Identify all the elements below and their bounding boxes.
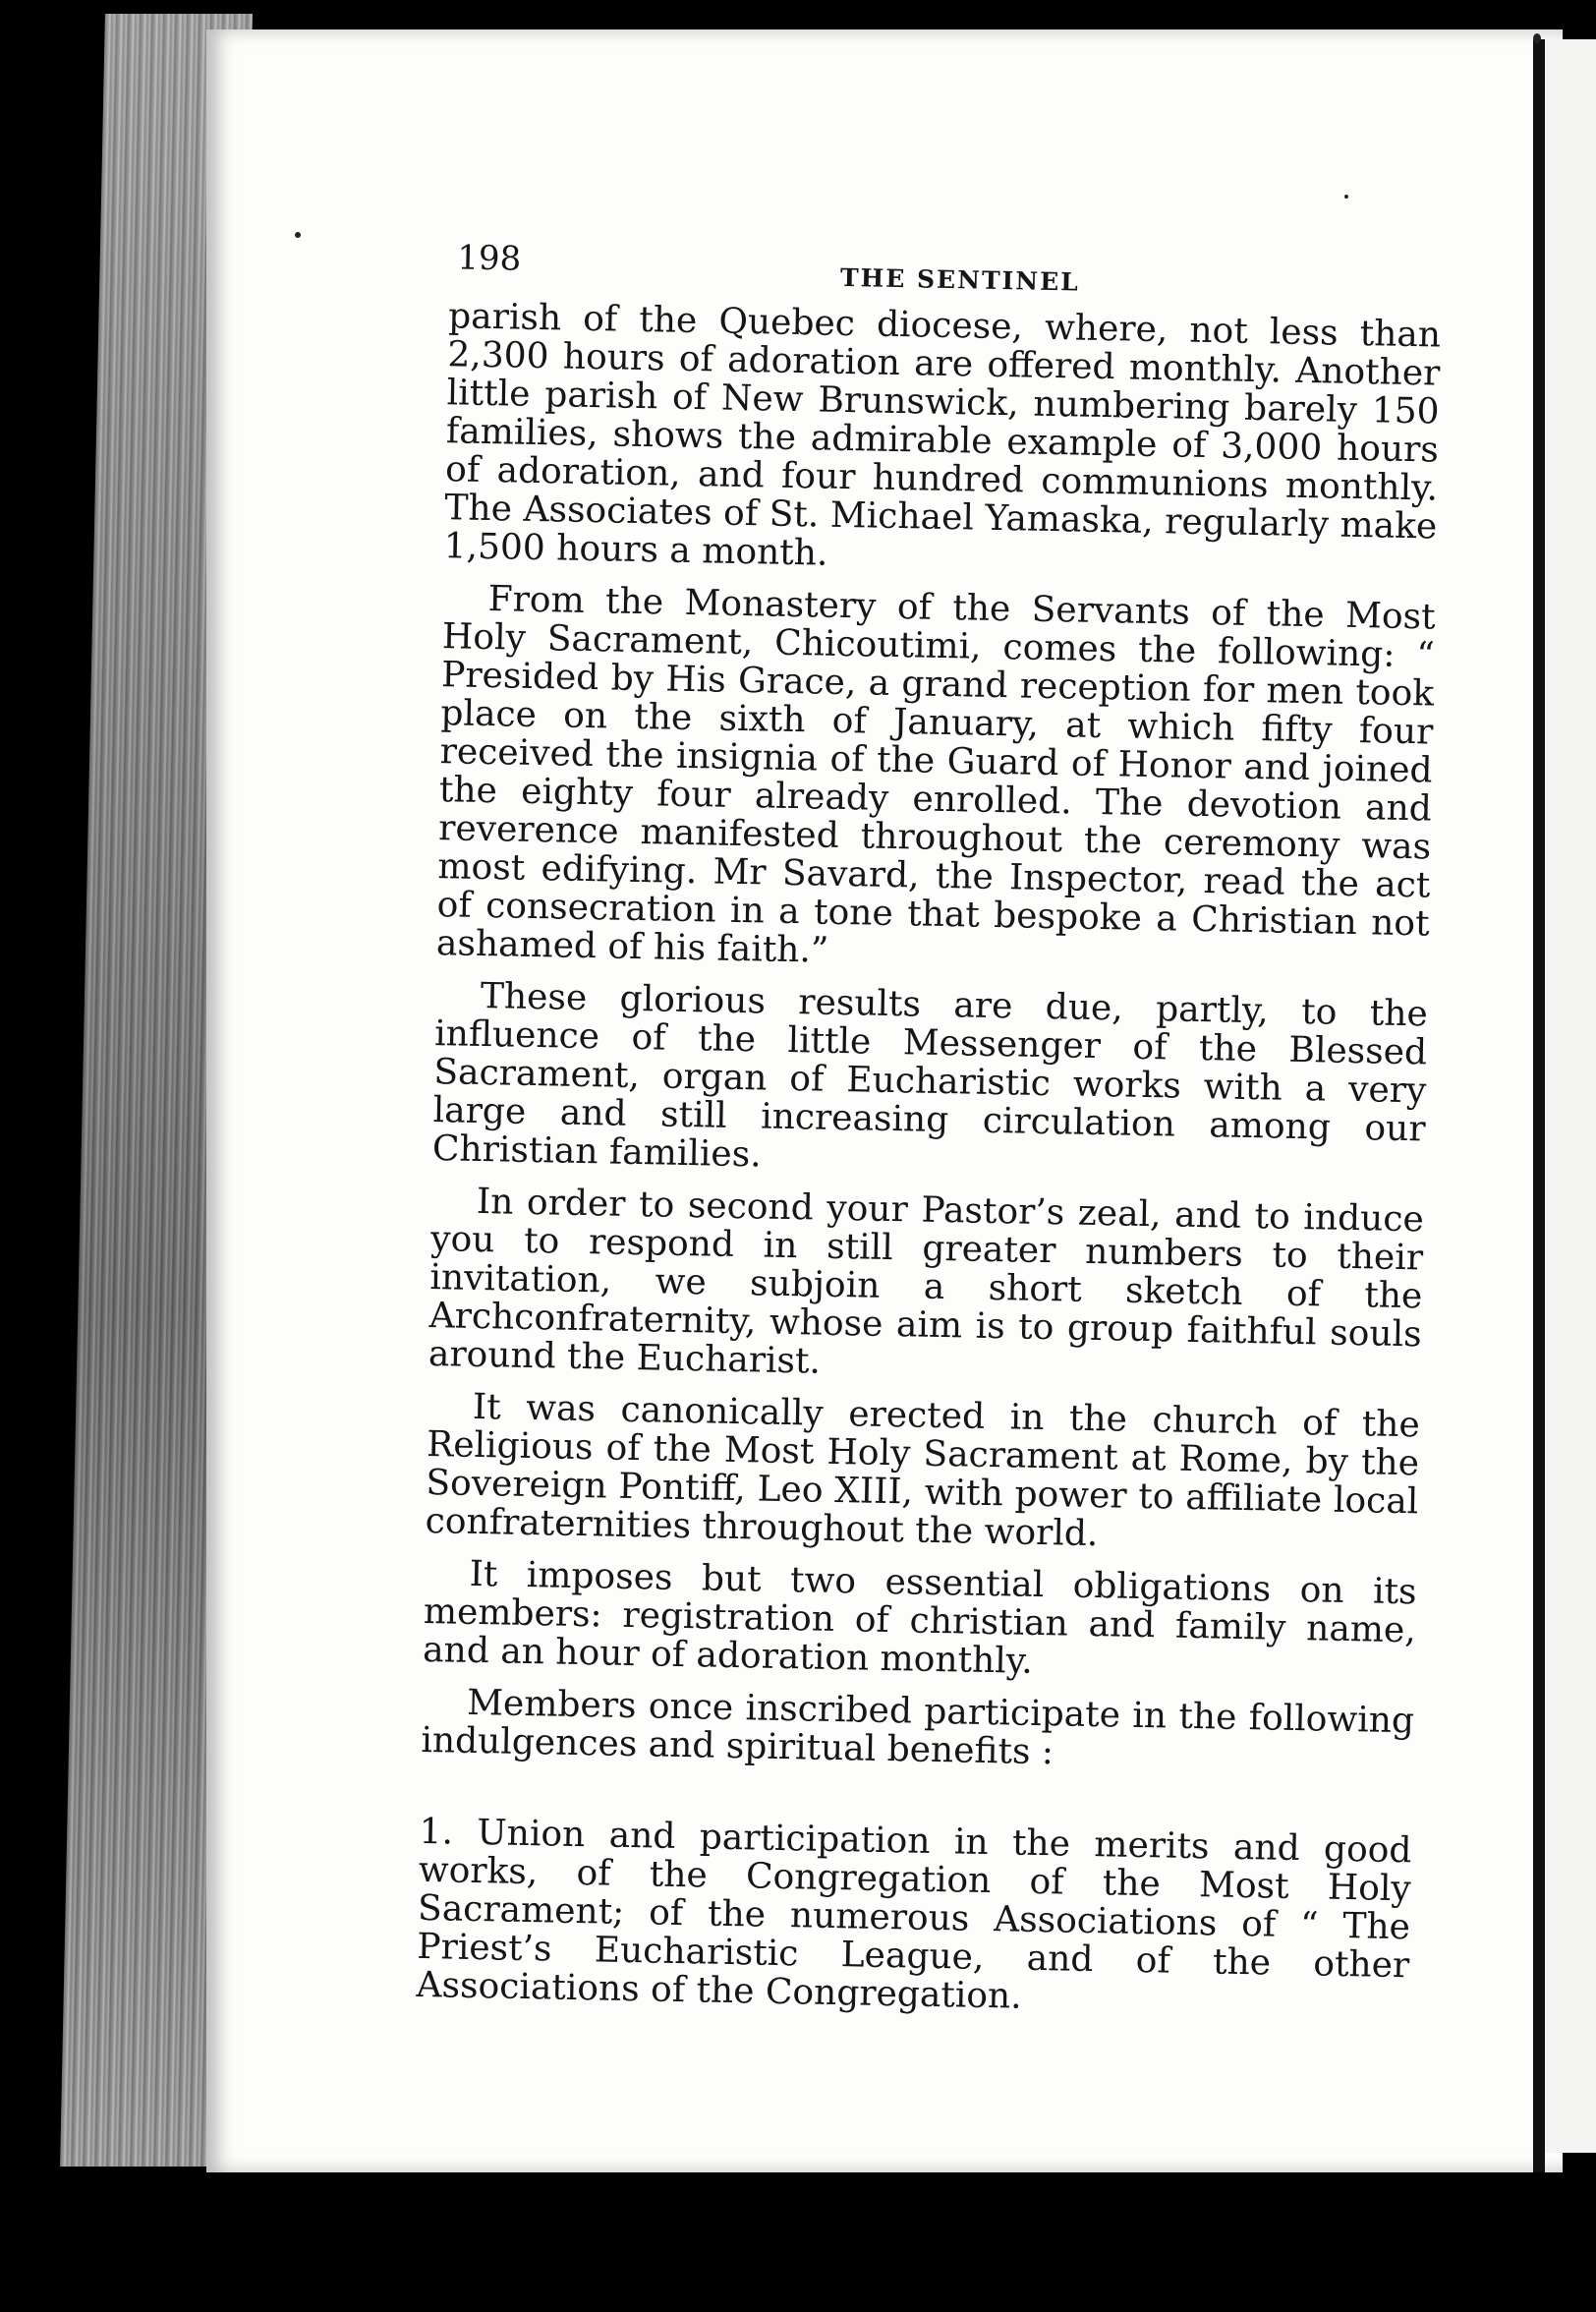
paragraph: It was canonically erected in the church of the Religious of the Most Holy Sacrament at Rome, by the Sovereign Pontiff, Leo XIII, with power to affiliate local confraternities throughout the world.	[425, 1386, 1421, 1555]
paragraph: It imposes but two essential obligations on its members: registration of christian and family name, and an hour of adoration monthly.	[422, 1553, 1417, 1682]
body-text	[416, 297, 1441, 2023]
page-gutter-shadow	[1533, 39, 1545, 2172]
dust-speck	[1344, 195, 1348, 199]
paragraph: From the Monastery of the Servants of the Most Holy Sacrament, Chicoutimi, comes the following: “ Presided by His Grace, a grand reception for men took place on the sixth of January, at which fifty four received the insignia of the Guard of Honor and joined the eighty four already enrolled. The devotion and reverence manifested throughout the ceremony was most edifying. Mr Savard, the Inspector, read the act of consecration in a tone that bespoke a Christian not ashamed of his faith.”	[435, 579, 1436, 971]
paragraph: In order to second your Pastor’s zeal, and to induce you to respond in still greater numbers to their invitation, we subjoin a short sketch of the Archconfraternity, whose aim is to group faithful souls around the Eucharist.	[428, 1181, 1425, 1382]
page-content	[200, 224, 1442, 2037]
dust-speck	[1533, 33, 1541, 43]
running-head: THE SENTINEL	[839, 262, 1081, 297]
page-number: 198	[456, 238, 522, 279]
paragraph: parish of the Quebec diocese, where, not less than 2,300 hours of adoration are offered monthly. Another little parish of New Brunswick, numbering barely 150 families, shows the admirable example of 3,000 hours of adoration, and four hundred communions monthly. The Associates of St. Michael Yamaska, regularly make 1,500 hours a month.	[443, 296, 1442, 574]
paragraph: These glorious results are due, partly, to the influence of the little Messenger of the Blessed Sacrament, organ of Eucharistic works with a very large and still increasing circulation among our Christian families.	[431, 975, 1429, 1176]
paragraph: Members once inscribed participate in the following indulgences and spiritual benefits :	[421, 1682, 1415, 1773]
facing-page-edge	[1545, 39, 1596, 2153]
numbered-item: 1. Union and participation in the merits and good works, of the Congregation of the Most Holy Sacrament; of the numerous Associations of “ The Priest’s Eucharistic League, and of the other Associations of the Congregation.	[416, 1811, 1412, 2017]
